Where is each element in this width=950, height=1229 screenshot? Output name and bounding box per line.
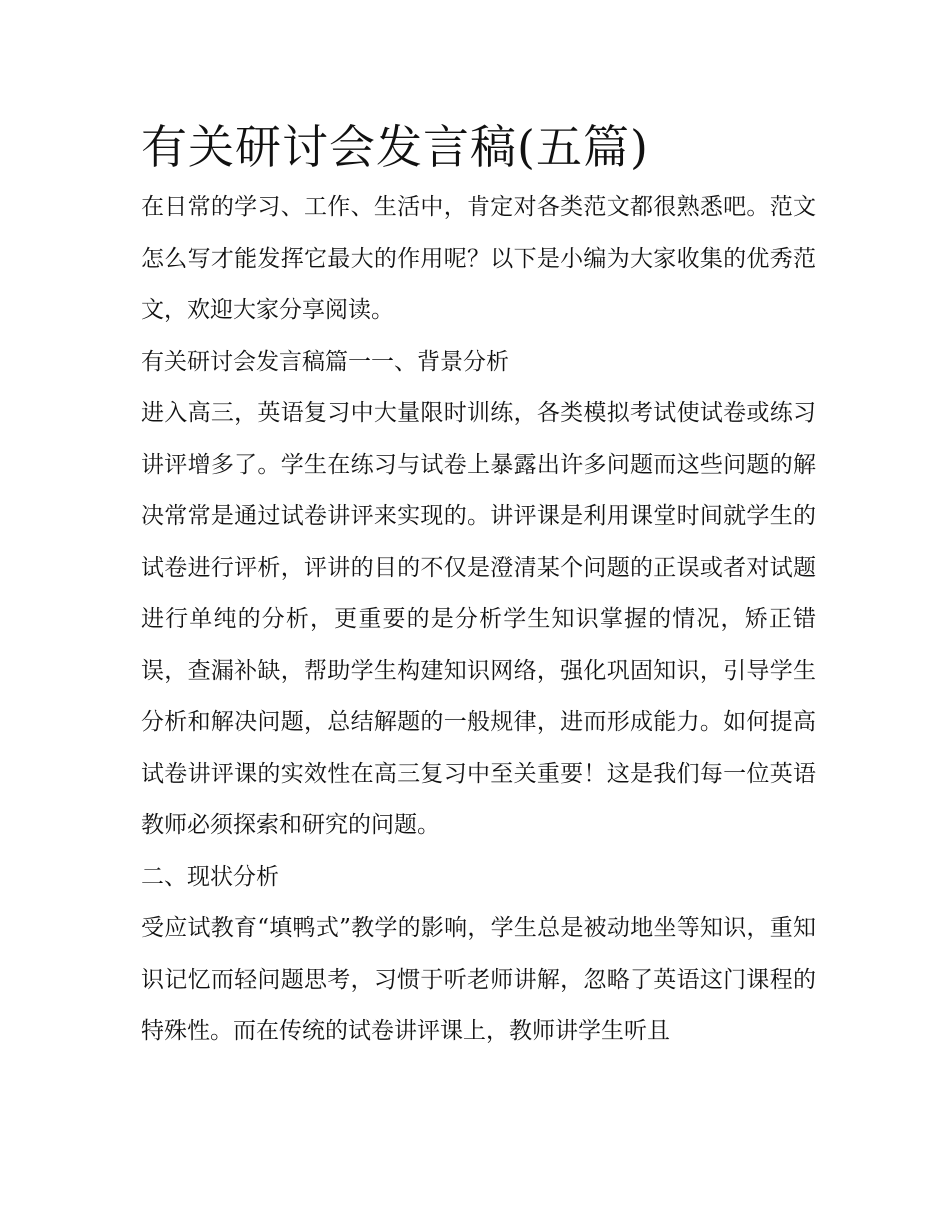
document-page	[141, 112, 816, 1058]
section-1-body: 进入高三，英语复习中大量限时训练，各类模拟考试使试卷或练习讲评增多了。学生在练习与试卷上暴露出许多问题而这些问题的解决常常是通过试卷讲评来实现的。讲评课是利用课堂时间就学生的试卷进行评析，评讲的目的不仅是澄清某个问题的正误或者对试题进行单纯的分析，更重要的是分析学生知识掌握的情况，矫正错误，查漏补缺，帮助学生构建知识网络，强化巩固知识，引导学生分析和解决问题，总结解题的一般规律，进而形成能力。如何提高试卷讲评课的实效性在高三复习中至关重要！这是我们每一位英语教师必须探索和研究的问题。	[141, 400, 816, 838]
intro-paragraph: 在日常的学习、工作、生活中，肯定对各类范文都很熟悉吧。范文怎么写才能发挥它最大的作用呢？以下是小编为大家收集的优秀范文，欢迎大家分享阅读。	[141, 194, 816, 323]
section-2-body: 受应试教育“填鸭式”教学的影响，学生总是被动地坐等知识，重知识记忆而轻问题思考，习惯于听老师讲解，忽略了英语这门课程的特殊性。而在传统的试卷讲评课上，教师讲学生听且	[141, 915, 816, 1044]
document-title: 有关研讨会发言稿(五篇)	[141, 120, 649, 174]
section-2-heading: 二、现状分析	[141, 863, 279, 890]
section-1-heading: 有关研讨会发言稿篇一一、背景分析	[141, 348, 509, 375]
